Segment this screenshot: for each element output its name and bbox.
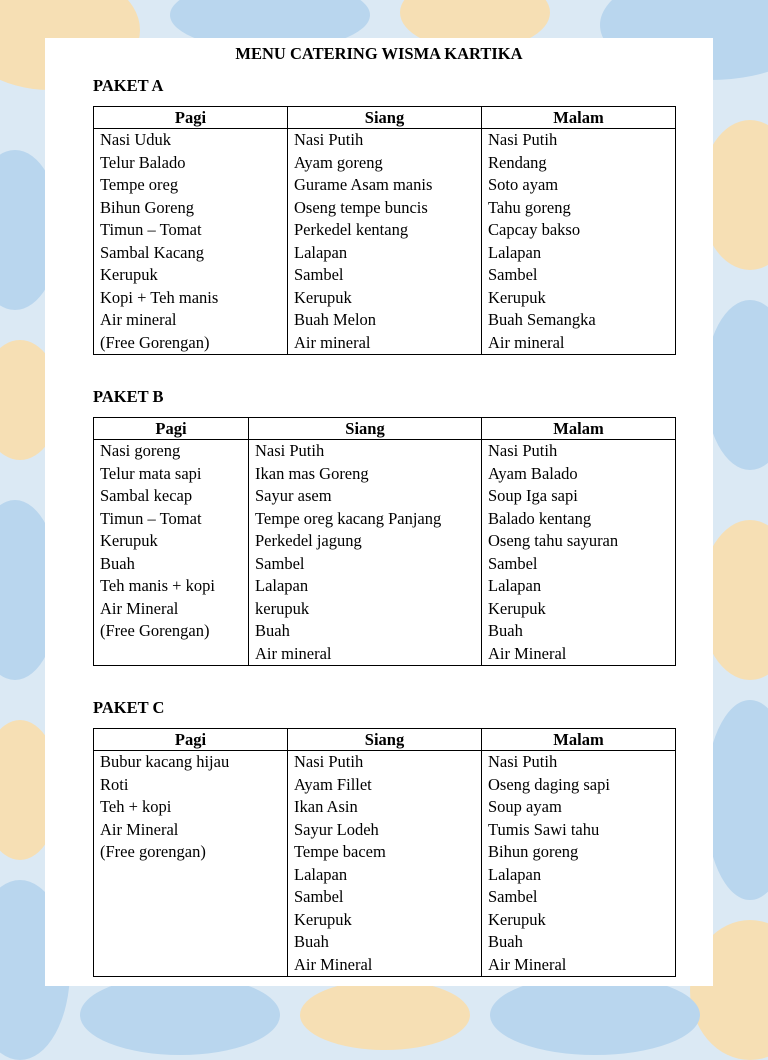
menu-item-siang: Tempe oreg kacang Panjang [249,508,482,531]
bg-shape [80,975,280,1055]
menu-item-malam: Air mineral [482,332,676,355]
menu-item-pagi [94,643,249,666]
menu-item-siang: Lalapan [288,864,482,887]
menu-item-siang: kerupuk [249,598,482,621]
menu-row [94,598,676,621]
menu-item-malam: Buah [482,620,676,643]
menu-item-siang: Buah Melon [288,309,482,332]
menu-item-siang: Sambel [288,886,482,909]
menu-item-siang: Ikan Asin [288,796,482,819]
menu-row [94,332,676,355]
menu-item-malam: Buah [482,931,676,954]
paket-b-label: PAKET B [93,387,164,406]
document-title: MENU CATERING WISMA KARTIKA [235,44,523,63]
menu-item-pagi: Telur Balado [94,152,288,175]
menu-item-pagi: Teh manis + kopi [94,575,249,598]
menu-row [94,508,676,531]
menu-item-malam: Tumis Sawi tahu [482,819,676,842]
menu-item-siang: Perkedel jagung [249,530,482,553]
menu-item-malam: Ayam Balado [482,463,676,486]
menu-row [94,796,676,819]
menu-item-malam: Kerupuk [482,287,676,310]
menu-item-pagi [94,954,288,977]
menu-row [94,643,676,666]
menu-item-pagi: Timun – Tomat [94,219,288,242]
menu-row [94,129,676,152]
menu-row [94,485,676,508]
menu-row [94,864,676,887]
menu-item-pagi: Roti [94,774,288,797]
menu-item-malam: Nasi Putih [482,751,676,774]
menu-item-malam: Air Mineral [482,954,676,977]
menu-item-siang: Nasi Putih [249,440,482,463]
menu-item-malam: Kerupuk [482,598,676,621]
menu-item-siang: Buah [249,620,482,643]
menu-item-malam: Sambel [482,264,676,287]
menu-item-malam: Kerupuk [482,909,676,932]
menu-item-pagi: (Free Gorengan) [94,620,249,643]
menu-item-malam: Lalapan [482,575,676,598]
menu-item-pagi: Teh + kopi [94,796,288,819]
menu-item-siang: Ayam Fillet [288,774,482,797]
menu-item-siang: Sambel [249,553,482,576]
menu-item-pagi: Telur mata sapi [94,463,249,486]
menu-item-malam: Buah Semangka [482,309,676,332]
menu-row [94,197,676,220]
menu-item-malam: Oseng tahu sayuran [482,530,676,553]
menu-row [94,909,676,932]
column-header-pagi: Pagi [94,418,249,440]
menu-row [94,309,676,332]
menu-item-malam: Capcay bakso [482,219,676,242]
menu-row [94,174,676,197]
column-header-malam: Malam [482,729,676,751]
paket-c-body [94,751,676,977]
bg-shape [705,700,768,900]
menu-item-malam: Nasi Putih [482,440,676,463]
bg-shape [300,980,470,1050]
menu-row [94,440,676,463]
menu-row [94,931,676,954]
menu-item-siang: Lalapan [249,575,482,598]
menu-row [94,774,676,797]
column-header-pagi: Pagi [94,729,288,751]
menu-item-pagi: Nasi Uduk [94,129,288,152]
menu-item-siang: Sayur asem [249,485,482,508]
menu-item-siang: Sayur Lodeh [288,819,482,842]
paket-a-label: PAKET A [93,76,164,95]
menu-item-siang: Oseng tempe buncis [288,197,482,220]
menu-item-malam: Lalapan [482,242,676,265]
column-header-malam: Malam [482,418,676,440]
column-header-pagi: Pagi [94,107,288,129]
menu-item-pagi: (Free gorengan) [94,841,288,864]
menu-item-siang: Kerupuk [288,287,482,310]
menu-item-siang: Nasi Putih [288,751,482,774]
menu-item-malam: Rendang [482,152,676,175]
column-header-malam: Malam [482,107,676,129]
menu-row [94,751,676,774]
menu-item-pagi [94,909,288,932]
menu-item-pagi: Buah [94,553,249,576]
column-header-siang: Siang [288,729,482,751]
menu-row [94,287,676,310]
menu-item-pagi: Kerupuk [94,530,249,553]
menu-item-pagi: Timun – Tomat [94,508,249,531]
menu-item-malam: Soup ayam [482,796,676,819]
menu-item-pagi: Sambal kecap [94,485,249,508]
paket-c-table [93,728,676,977]
menu-item-malam: Bihun goreng [482,841,676,864]
menu-item-siang: Ayam goreng [288,152,482,175]
menu-item-pagi [94,886,288,909]
menu-item-malam: Soup Iga sapi [482,485,676,508]
menu-item-pagi [94,864,288,887]
menu-row [94,886,676,909]
menu-item-pagi: Sambal Kacang [94,242,288,265]
menu-item-siang: Ikan mas Goreng [249,463,482,486]
menu-item-pagi: Bihun Goreng [94,197,288,220]
menu-item-siang: Air mineral [249,643,482,666]
menu-item-pagi: Tempe oreg [94,174,288,197]
menu-item-malam: Soto ayam [482,174,676,197]
menu-item-pagi: Nasi goreng [94,440,249,463]
menu-row [94,553,676,576]
menu-row [94,620,676,643]
bg-shape [705,300,768,470]
menu-item-siang: Gurame Asam manis [288,174,482,197]
menu-item-siang: Nasi Putih [288,129,482,152]
menu-item-siang: Tempe bacem [288,841,482,864]
menu-item-pagi: Air Mineral [94,598,249,621]
menu-row [94,219,676,242]
menu-item-siang: Air mineral [288,332,482,355]
menu-row [94,463,676,486]
menu-row [94,841,676,864]
menu-item-pagi: (Free Gorengan) [94,332,288,355]
menu-item-pagi: Kopi + Teh manis [94,287,288,310]
menu-row [94,819,676,842]
menu-item-malam: Tahu goreng [482,197,676,220]
menu-item-malam: Oseng daging sapi [482,774,676,797]
menu-row [94,530,676,553]
menu-item-siang: Lalapan [288,242,482,265]
menu-item-malam: Sambel [482,886,676,909]
menu-item-siang: Buah [288,931,482,954]
paket-c-label: PAKET C [93,698,165,717]
menu-item-pagi: Bubur kacang hijau [94,751,288,774]
menu-item-siang: Air Mineral [288,954,482,977]
menu-item-pagi: Air Mineral [94,819,288,842]
menu-sheet [45,38,713,986]
menu-item-malam: Lalapan [482,864,676,887]
menu-item-pagi: Kerupuk [94,264,288,287]
menu-item-malam: Nasi Putih [482,129,676,152]
menu-item-malam: Sambel [482,553,676,576]
paket-b-table [93,417,676,666]
column-header-siang: Siang [288,107,482,129]
menu-item-pagi [94,931,288,954]
menu-item-siang: Perkedel kentang [288,219,482,242]
column-header-siang: Siang [249,418,482,440]
menu-item-siang: Kerupuk [288,909,482,932]
bg-shape [490,975,700,1055]
menu-row [94,575,676,598]
paket-a-body [94,129,676,355]
menu-row [94,264,676,287]
menu-item-malam: Air Mineral [482,643,676,666]
menu-row [94,152,676,175]
menu-item-pagi: Air mineral [94,309,288,332]
menu-row [94,954,676,977]
menu-item-siang: Sambel [288,264,482,287]
paket-a-table [93,106,676,355]
paket-b-body [94,440,676,666]
menu-row [94,242,676,265]
menu-item-malam: Balado kentang [482,508,676,531]
